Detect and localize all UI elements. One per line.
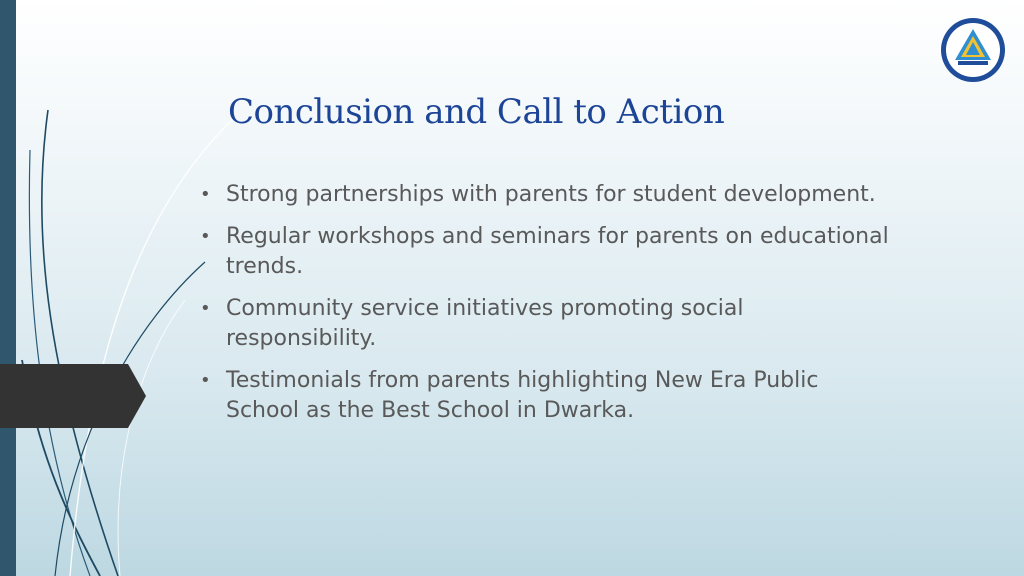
school-logo: [939, 16, 1007, 84]
bullet-marker: •: [200, 184, 211, 205]
bullet-item: [198, 180, 898, 210]
bullet-marker: •: [200, 370, 211, 391]
bullet-text: Testimonials from parents highlighting New Era Public School as the Best School in Dwarka.: [226, 368, 819, 423]
bullet-item: [198, 222, 898, 282]
bullet-text: Community service initiatives promoting social responsibility.: [226, 296, 744, 351]
arrow-tab-shape: [0, 364, 146, 428]
bullet-text: Strong partnerships with parents for student development.: [226, 182, 876, 207]
bullet-item: [198, 366, 898, 426]
bullet-text: Regular workshops and seminars for parents on educational trends.: [226, 224, 889, 279]
bullet-item: [198, 294, 898, 354]
slide-title: Conclusion and Call to Action: [228, 92, 725, 132]
bullet-marker: •: [200, 226, 211, 247]
school-crest-icon: [939, 16, 1007, 84]
bullet-list: [198, 180, 898, 438]
bullet-marker: •: [200, 298, 211, 319]
